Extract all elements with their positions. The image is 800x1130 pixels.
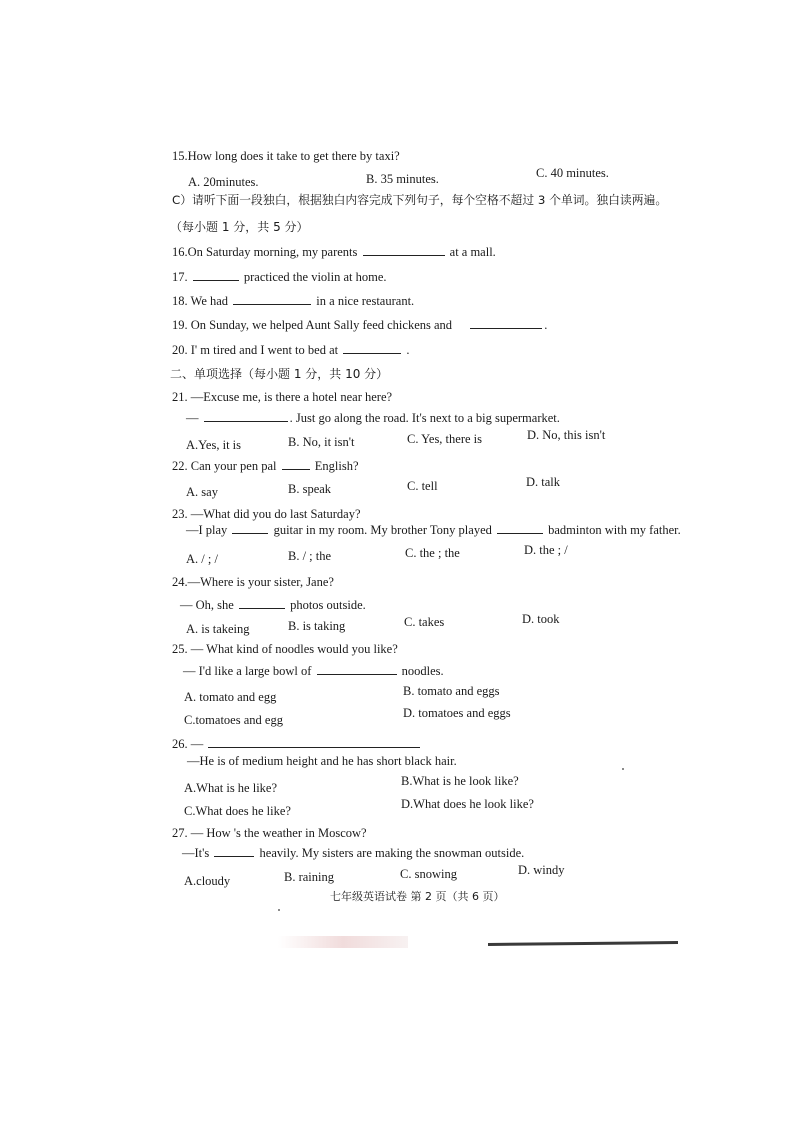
q27-option-b: B. raining (284, 870, 334, 884)
q27-text-before: —It's (182, 846, 210, 860)
q27-option-a: A.cloudy (184, 874, 231, 888)
question-18 (172, 293, 414, 309)
q23-option-c: C. the ; the (405, 546, 460, 560)
q19-text-after: . (544, 318, 548, 332)
q22-option-c: C. tell (407, 479, 438, 493)
q27-blank (214, 845, 254, 857)
question-25-line2 (183, 663, 444, 679)
question-26-stem (172, 736, 422, 752)
q26-option-a: A.What is he like? (184, 781, 278, 795)
q21-option-b: B. No, it isn't (288, 435, 355, 449)
question-22 (172, 458, 359, 474)
q25-option-d: D. tomatoes and eggs (403, 706, 511, 720)
q16-text-after: at a mall. (449, 245, 496, 259)
q25-option-b: B. tomato and eggs (403, 684, 500, 698)
q25-option-c: C.tomatoes and egg (184, 713, 283, 727)
q23-text-c: badminton with my father. (548, 523, 681, 537)
q17-text-after: practiced the violin at home. (243, 270, 387, 284)
q21-blank (204, 410, 288, 422)
q23-option-a: A. / ; / (186, 552, 218, 566)
q26-blank (208, 736, 420, 748)
question-21-line2 (186, 410, 560, 426)
section-2-title: 二、单项选择（每小题 1 分，共 10 分） (170, 367, 389, 381)
q23-option-d: D. the ; / (524, 543, 568, 557)
question-27-line2 (182, 845, 524, 861)
q24-text-after: photos outside. (290, 598, 366, 612)
q17-blank (193, 269, 239, 281)
q19-text-before: 19. On Sunday, we helped Aunt Sally feed chickens and (172, 318, 453, 332)
q26-option-d: D.What does he look like? (401, 797, 534, 811)
q23-blank-2 (497, 522, 543, 534)
q24-text-before: — Oh, she (180, 598, 234, 612)
question-25-stem: 25. — What kind of noodles would you like? (172, 642, 398, 656)
q25-text-before: — I'd like a large bowl of (183, 664, 312, 678)
q24-option-d: D. took (522, 612, 560, 626)
q22-text-before: 22. Can your pen pal (172, 459, 277, 473)
q22-option-d: D. talk (526, 475, 561, 489)
question-19 (172, 317, 547, 333)
q26-text-before: 26. — (172, 737, 204, 751)
question-26-line2: —He is of medium height and he has short black hair. (187, 754, 457, 768)
q27-option-c: C. snowing (400, 867, 457, 881)
question-23-stem: 23. —What did you do last Saturday? (172, 507, 361, 521)
scan-speck (622, 768, 624, 770)
question-15-stem: 15.How long does it take to get there by taxi? (172, 149, 400, 163)
q22-blank (282, 458, 310, 470)
q21-option-a: A.Yes, it is (186, 438, 241, 452)
question-24-stem: 24.—Where is your sister, Jane? (172, 575, 334, 589)
q23-blank-1 (232, 522, 268, 534)
question-24-line2 (180, 597, 366, 613)
q18-text-after: in a nice restaurant. (316, 294, 415, 308)
page-footer: 七年级英语试卷 第 2 页（共 6 页） (330, 890, 505, 903)
q22-option-b: B. speak (288, 482, 332, 496)
q23-text-a: —I play (186, 523, 228, 537)
question-20 (172, 342, 409, 358)
q17-number: 17. (172, 270, 188, 284)
q20-blank (343, 342, 401, 354)
q21-option-d: D. No, this isn't (527, 428, 606, 442)
q25-text-after: noodles. (401, 664, 444, 678)
q26-option-c: C.What does he like? (184, 804, 291, 818)
question-27-stem: 27. — How 's the weather in Moscow? (172, 826, 367, 840)
question-16 (172, 244, 496, 260)
q24-option-a: A. is takeing (186, 622, 250, 636)
q15-option-c: C. 40 minutes. (536, 166, 609, 180)
q18-blank (233, 293, 311, 305)
scan-speck (278, 909, 280, 911)
q26-option-b: B.What is he look like? (401, 774, 519, 788)
scan-smudge (278, 936, 408, 948)
q22-text-after: English? (314, 459, 359, 473)
q19-blank (470, 317, 542, 329)
q20-text-after: . (406, 343, 410, 357)
q25-option-a: A. tomato and egg (184, 690, 277, 704)
q18-text-before: 18. We had (172, 294, 229, 308)
q27-text-after: heavily. My sisters are making the snowman outside. (259, 846, 525, 860)
q27-option-d: D. windy (518, 863, 565, 877)
q20-text-before: 20. I' m tired and I went to bed at (172, 343, 339, 357)
q23-option-b: B. / ; the (288, 549, 332, 563)
q24-option-b: B. is taking (288, 619, 346, 633)
q21-dash: — (186, 411, 199, 425)
q24-option-c: C. takes (404, 615, 445, 629)
q21-reply: . Just go along the road. It's next to a big supermarket. (289, 411, 560, 425)
scan-edge-line (488, 941, 678, 946)
q24-blank (239, 597, 285, 609)
q15-option-b: B. 35 minutes. (366, 172, 439, 186)
q21-option-c: C. Yes, there is (407, 432, 483, 446)
question-23-line2 (186, 522, 681, 538)
question-17 (172, 269, 387, 285)
section-c-score: （每小题 1 分，共 5 分） (170, 220, 309, 234)
q25-blank (317, 663, 397, 675)
q16-blank (363, 244, 445, 256)
q15-option-a: A. 20minutes. (188, 175, 259, 189)
q23-text-b: guitar in my room. My brother Tony played (273, 523, 492, 537)
q16-text-before: 16.On Saturday morning, my parents (172, 245, 358, 259)
section-c-instruction: C）请听下面一段独白，根据独白内容完成下列句子，每个空格不超过 3 个单词。独白读两遍。 (172, 193, 668, 207)
question-21-stem: 21. —Excuse me, is there a hotel near here? (172, 390, 393, 404)
q22-option-a: A. say (186, 485, 218, 499)
